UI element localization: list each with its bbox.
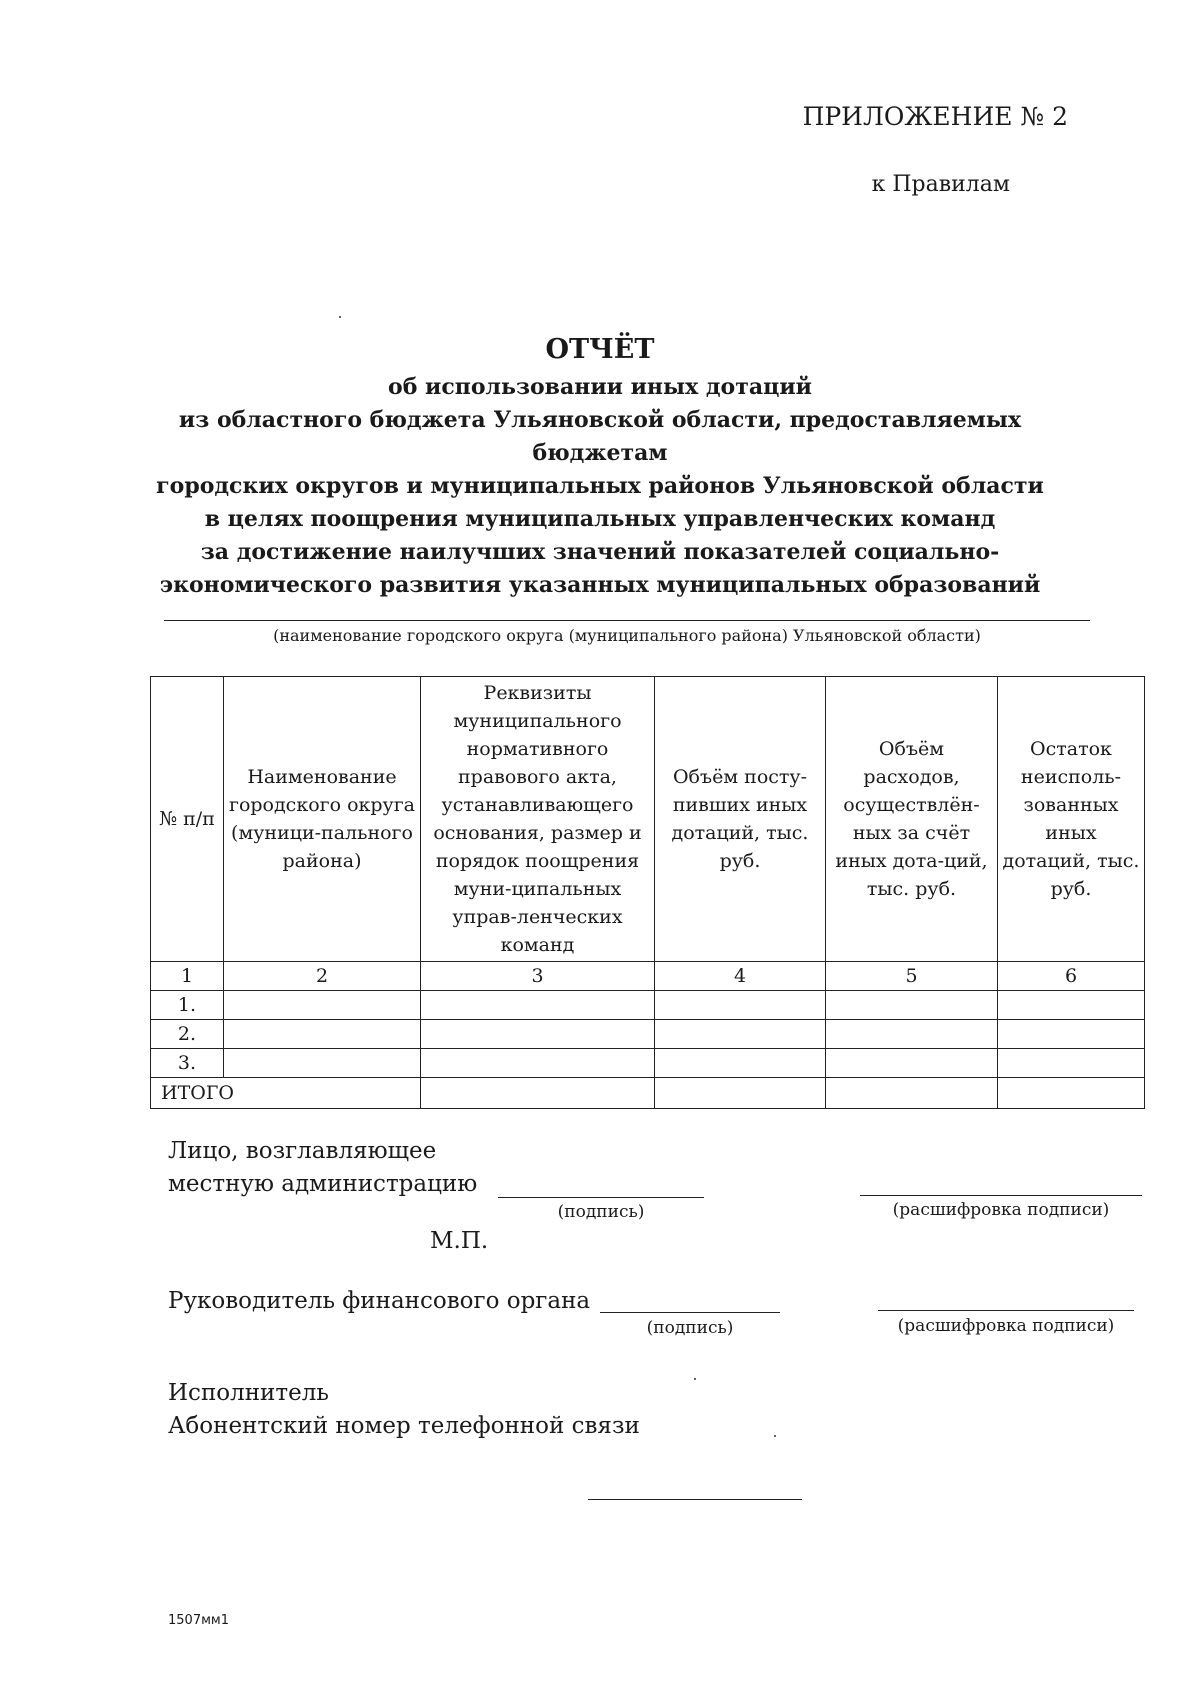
municipality-name-line[interactable] xyxy=(164,620,1090,621)
header-number: № п/п xyxy=(151,677,224,962)
finance-signature-caption: (подпись) xyxy=(646,1318,734,1338)
table-cell[interactable] xyxy=(998,1049,1145,1078)
scan-speck xyxy=(774,1435,776,1437)
report-title xyxy=(150,334,1050,602)
appendix-label: ПРИЛОЖЕНИЕ № 2 xyxy=(802,102,1068,131)
table-cell[interactable] xyxy=(826,991,998,1020)
header-legal-act: Реквизиты муниципального нормативного правового акта, устанавливающего основания, размер и порядок поощрения муни-ципальных управ-ленческих команд xyxy=(421,677,655,962)
table-cell[interactable] xyxy=(224,991,421,1020)
table-cell[interactable] xyxy=(421,1049,655,1078)
header-received: Объём посту-пивших иных дотаций, тыс. руб. xyxy=(655,677,826,962)
table-cell[interactable] xyxy=(421,1020,655,1049)
head-decode-line[interactable] xyxy=(860,1195,1142,1196)
executor-signature-line[interactable] xyxy=(588,1499,802,1500)
table-header-row xyxy=(151,677,1145,962)
column-number: 5 xyxy=(826,962,998,991)
table-cell[interactable] xyxy=(655,1020,826,1049)
table-cell[interactable] xyxy=(826,1078,998,1109)
table-cell[interactable] xyxy=(655,991,826,1020)
column-number: 4 xyxy=(655,962,826,991)
executor-label: Исполнитель xyxy=(168,1380,329,1406)
row-number: 1. xyxy=(151,991,224,1020)
table-cell[interactable] xyxy=(826,1020,998,1049)
table-cell[interactable] xyxy=(421,991,655,1020)
table-cell[interactable] xyxy=(655,1049,826,1078)
table-row xyxy=(151,991,1145,1020)
column-number: 6 xyxy=(998,962,1145,991)
title-line-6: экономического развития указанных муниципальных образований xyxy=(159,572,1041,598)
column-number: 1 xyxy=(151,962,224,991)
header-remainder: Остаток неисполь-зованных иных дотаций, тыс. руб. xyxy=(998,677,1145,962)
total-row xyxy=(151,1078,1145,1109)
table-cell[interactable] xyxy=(224,1020,421,1049)
document-code: 1507мм1 xyxy=(168,1613,229,1628)
row-number: 2. xyxy=(151,1020,224,1049)
head-label-line-1: Лицо, возглавляющее xyxy=(168,1138,437,1164)
table-cell[interactable] xyxy=(826,1049,998,1078)
column-number: 2 xyxy=(224,962,421,991)
finance-decode-caption: (расшифровка подписи) xyxy=(897,1316,1115,1336)
head-signature-caption: (подпись) xyxy=(557,1202,645,1222)
column-number-row xyxy=(151,962,1145,991)
phone-label: Абонентский номер телефонной связи xyxy=(168,1413,640,1439)
title-line-4: в целях поощрения муниципальных управленческих команд xyxy=(204,506,996,532)
scan-speck xyxy=(339,316,341,318)
table-row xyxy=(151,1049,1145,1078)
row-number: 3. xyxy=(151,1049,224,1078)
head-signature-line[interactable] xyxy=(498,1197,704,1198)
table-cell[interactable] xyxy=(998,991,1145,1020)
table-cell[interactable] xyxy=(421,1078,655,1109)
header-municipality: Наименование городского округа (муници-пального района) xyxy=(224,677,421,962)
head-decode-caption: (расшифровка подписи) xyxy=(892,1200,1110,1220)
scan-speck xyxy=(694,1378,696,1380)
header-expenses: Объём расходов, осуществлён-ных за счёт иных дота-ций, тыс. руб. xyxy=(826,677,998,962)
table-cell[interactable] xyxy=(998,1020,1145,1049)
title-line-1: об использовании иных дотаций xyxy=(388,374,812,400)
municipality-name-caption: (наименование городского округа (муниципального района) Ульяновской области) xyxy=(273,626,981,645)
table-cell[interactable] xyxy=(224,1049,421,1078)
to-rules-label: к Правилам xyxy=(871,172,1010,197)
head-label-line-2: местную администрацию xyxy=(168,1171,478,1197)
title-line-5: за достижение наилучших значений показателей социально- xyxy=(200,539,1000,565)
seal-label: М.П. xyxy=(430,1228,489,1254)
title-line-2: из областного бюджета Ульяновской области, предоставляемых бюджетам xyxy=(178,407,1022,466)
title-line-3: городских округов и муниципальных районов Ульяновской области xyxy=(156,473,1044,499)
table-cell[interactable] xyxy=(998,1078,1145,1109)
total-label: ИТОГО xyxy=(151,1078,421,1109)
finance-signature-line[interactable] xyxy=(600,1312,780,1313)
report-table xyxy=(150,676,1145,1109)
table-row xyxy=(151,1020,1145,1049)
column-number: 3 xyxy=(421,962,655,991)
finance-decode-line[interactable] xyxy=(878,1310,1134,1311)
title-main: ОТЧЁТ xyxy=(545,334,655,365)
finance-head-label: Руководитель финансового органа xyxy=(168,1288,591,1314)
table-cell[interactable] xyxy=(655,1078,826,1109)
